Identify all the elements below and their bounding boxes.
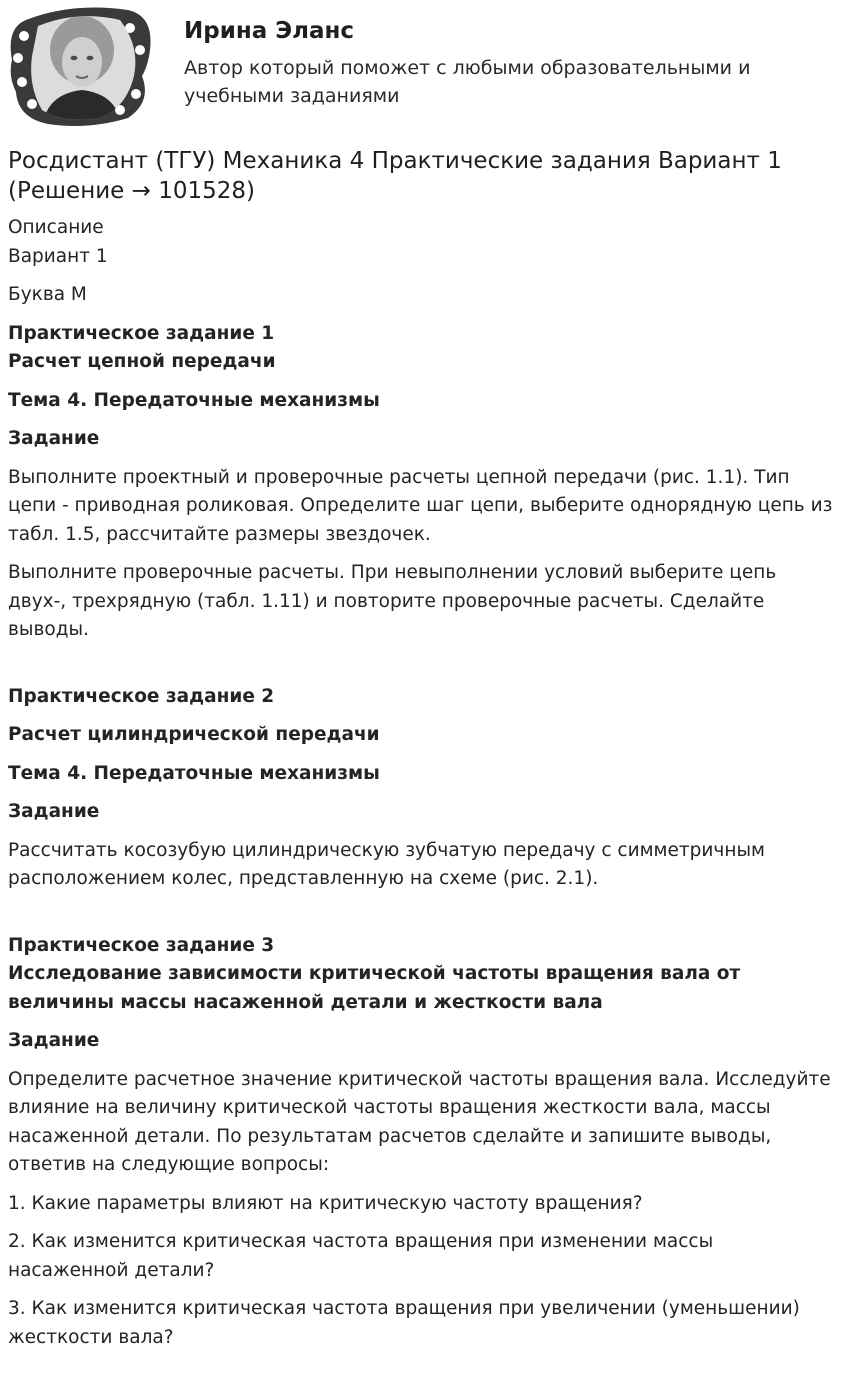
task1-name: Расчет цепной передачи (8, 351, 276, 372)
task1-paragraph-1: Выполните проектный и проверочные расчеты цепной передачи (рис. 1.1). Тип цепи - приводная роликовая. Определите шаг цепи, выберите однорядную цепь из табл. 1.5, рассчитайте размеры звездочек. (8, 466, 833, 545)
task2-paragraph-1: Рассчитать косозубую цилиндрическую зубчатую передачу с симметричным расположением колес, представленную на схеме (рис. 2.1). (8, 839, 766, 889)
task2-label: Задание (8, 801, 100, 822)
task1-heading: Практическое задание 1 (8, 322, 275, 344)
page-title: Росдистант (ТГУ) Механика 4 Практические задания Вариант 1 (Решение → 101528) (8, 148, 782, 204)
document-content (8, 146, 838, 1362)
description-label: Описание (8, 217, 104, 238)
section-spacer (8, 655, 838, 683)
author-name[interactable]: Ирина Эланс (184, 18, 355, 44)
section-spacer (8, 904, 838, 932)
task3-question-2: 2. Как изменится критическая частота вращения при изменении массы насаженной детали? (8, 1231, 714, 1281)
author-description: Автор который поможет с любыми образовательными и учебными заданиями (184, 57, 751, 107)
task2-topic: Тема 4. Передаточные механизмы (8, 762, 380, 784)
task3-question-3: 3. Как изменится критическая частота вращения при увеличении (уменьшении) жесткости вала? (8, 1298, 800, 1348)
task3-heading: Практическое задание 3 (8, 934, 275, 956)
letter-text: Буква М (8, 284, 87, 305)
variant-text: Вариант 1 (8, 245, 108, 267)
task2-name: Расчет цилиндрической передачи (8, 724, 380, 745)
task3-paragraph-1: Определите расчетное значение критической частоты вращения вала. Исследуйте влияние на величину критической частоты вращения жесткости вала, массы насаженной детали. По результатам расчетов сделайте и запишите выводы, ответив на следующие вопросы: (8, 1068, 831, 1175)
task2-heading: Практическое задание 2 (8, 685, 275, 707)
task3-name: Исследование зависимости критической частоты вращения вала от величины массы насаженной детали и жесткости вала (8, 963, 741, 1013)
task3-label: Задание (8, 1030, 100, 1051)
author-avatar[interactable] (8, 6, 154, 128)
author-card (8, 6, 838, 128)
task1-paragraph-2: Выполните проверочные расчеты. При невыполнении условий выберите цепь двух-, трехрядную (табл. 1.11) и повторите проверочные расчеты. Сделайте выводы. (8, 562, 777, 640)
task1-label: Задание (8, 428, 100, 449)
task1-topic: Тема 4. Передаточные механизмы (8, 389, 380, 411)
task3-question-1: 1. Какие параметры влияют на критическую частоту вращения? (8, 1192, 643, 1214)
